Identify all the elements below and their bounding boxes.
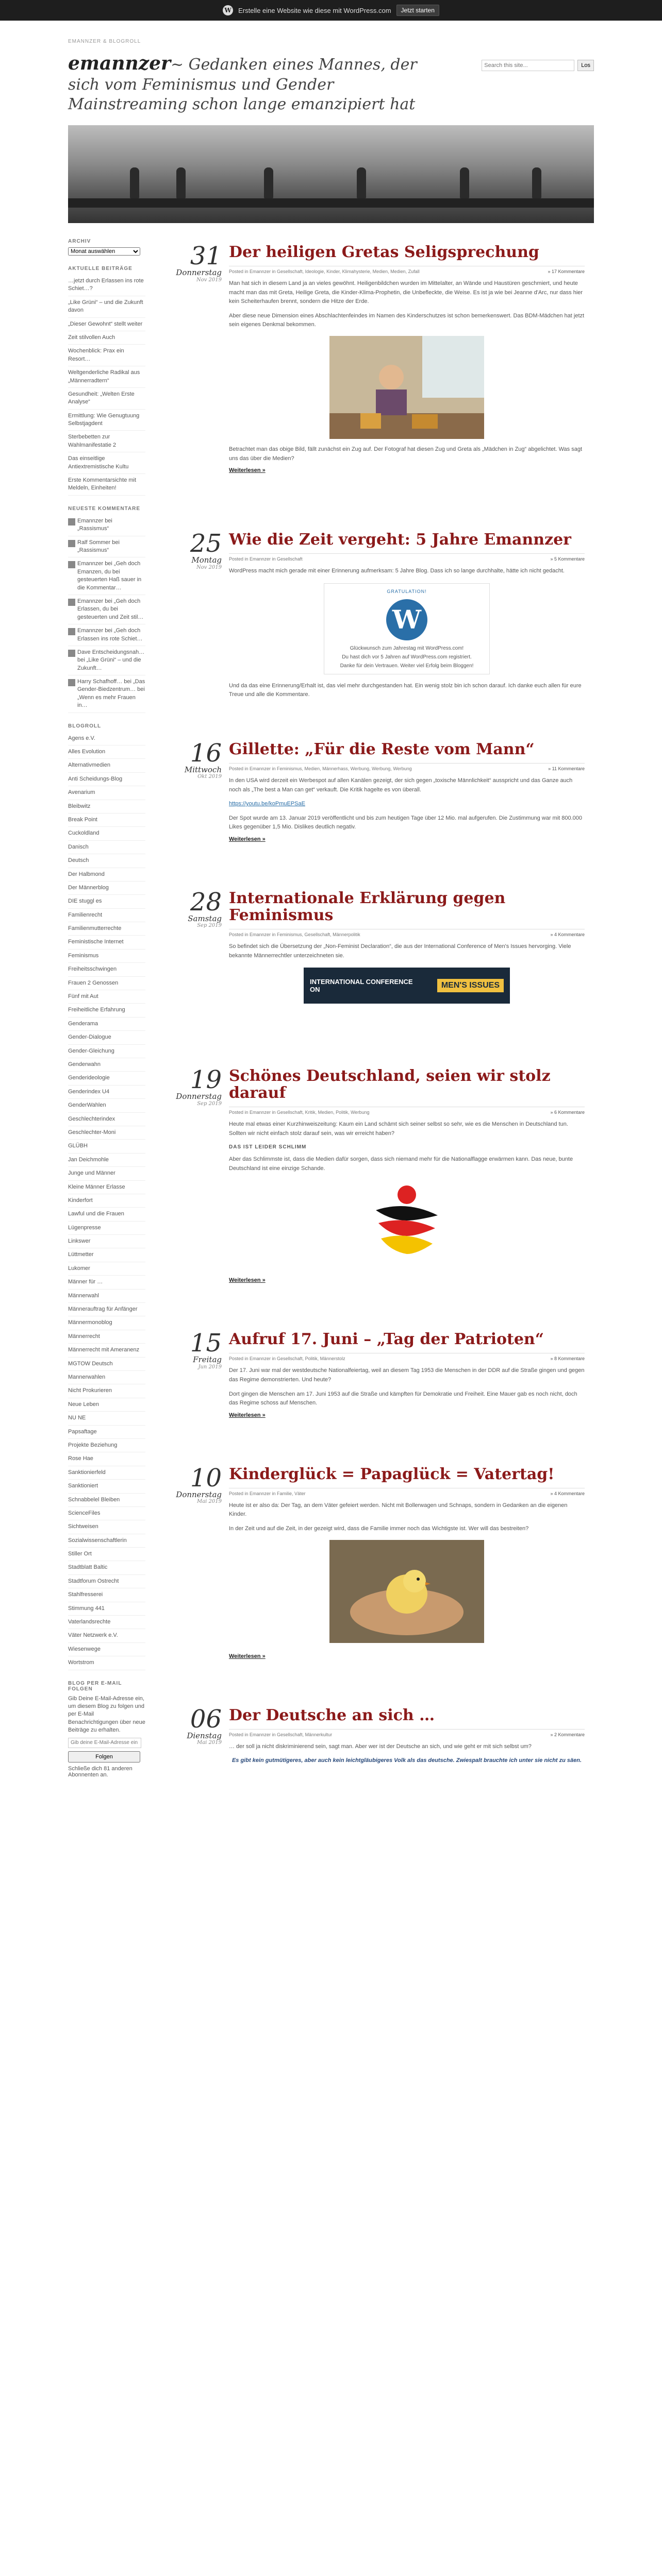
- blogroll-link[interactable]: Genderwahn: [68, 1058, 145, 1072]
- post-title[interactable]: Der Deutsche an sich …: [229, 1706, 435, 1724]
- comment-text[interactable]: Harry Schafhoff… bei „Das Gender-Biedzentrum… bei „Wenn es mehr Frauen in…: [77, 679, 145, 709]
- recent-post-link[interactable]: Erste Kommentarsichte mit Meldeln, Einheiten!: [68, 474, 145, 496]
- blogroll-link[interactable]: Stimmung 441: [68, 1602, 145, 1616]
- follow-heading: BLOG PER E-MAIL FOLGEN: [68, 1680, 122, 1692]
- recent-post-link[interactable]: Ermittlung: Wie Genugtuung Selbstjagdent: [68, 410, 145, 431]
- promo-cta-button[interactable]: Jetzt starten: [396, 5, 439, 16]
- post-comments-link[interactable]: » 6 Kommentare: [550, 1110, 585, 1115]
- bridge-rail: [68, 198, 594, 208]
- blogroll-link[interactable]: Break Point: [68, 814, 145, 827]
- post-paragraph: Der 17. Juni war mal der westdeutsche Nationalfeiertag, weil an diesem Tag 1953 die Menschen in der DDR auf die Straße gingen und gegen das Regime demonstrierten. Und heute?: [229, 1367, 585, 1383]
- post-meta: [229, 1353, 585, 1361]
- post-weekday: Montag: [191, 555, 222, 565]
- blogroll-link[interactable]: Anti Scheidungs-Blog: [68, 773, 145, 786]
- post-paragraph: WordPress macht mich gerade mit einer Erinnerung aufmerksam: 5 Jahre Blog. Dass ich so lange durchhalte, hätte ich nicht gedacht.: [229, 568, 565, 574]
- recent-comments-heading: NEUESTE KOMMENTARE: [68, 505, 141, 512]
- blogroll-link[interactable]: Kleine Männer Erlasse: [68, 1181, 145, 1194]
- post-categories[interactable]: Posted in Emannzer in Gesellschaft, Politik, Männerstolz: [229, 1356, 345, 1362]
- post-meta: [229, 1488, 585, 1496]
- post: [166, 531, 594, 700]
- post-meta: [229, 1107, 585, 1115]
- post-weekday: Samstag: [188, 913, 222, 923]
- post-paragraph: Heute ist er also da: Der Tag, an dem Väter gefeiert werden. Nicht mit Bollerwagen und Schnaps, sondern in Gedanken an die eigenen Kinder.: [229, 1502, 568, 1518]
- post-day: 31: [190, 242, 222, 270]
- blogroll-link[interactable]: Stiller Ort: [68, 1548, 145, 1561]
- blogroll-link[interactable]: Genderindex U4: [68, 1086, 145, 1099]
- post-date: [166, 738, 229, 843]
- post-paragraph: Betrachtet man das obige Bild, fällt zunächst ein Zug auf. Der Fotograf hat diesen Zug und Greta als „Mädchen in Zug“ abgelichtet. Was sagt uns das über die Medien?: [229, 446, 583, 462]
- post-categories[interactable]: Posted in Emannzer in Gesellschaft, Ideologie, Kinder, Klimahysterie, Medien, Medien, Zufall: [229, 269, 420, 274]
- blogroll-link[interactable]: Lawful und die Frauen: [68, 1208, 145, 1221]
- post-categories[interactable]: Posted in Emannzer in Feminismus, Medien, Männerhass, Werbung, Werbung, Werbung: [229, 766, 412, 771]
- post-image-german-flag-figure: [355, 1179, 458, 1267]
- blogroll-link[interactable]: Cuckoldland: [68, 827, 145, 840]
- archive-heading: ARCHIV: [68, 239, 91, 244]
- content-area: [58, 223, 604, 1778]
- figure-silhouette: [264, 167, 273, 198]
- blogroll-link[interactable]: Lukomer: [68, 1262, 145, 1276]
- post-comments-link[interactable]: » 8 Kommentare: [550, 1356, 585, 1362]
- comment-text[interactable]: Emannzer bei „Rassismus“: [77, 517, 112, 532]
- post-paragraph: In der Zeit und auf die Zeit, in der gezeigt wird, dass die Familie immer noch das Wichtigste ist. Wer will das bestreiten?: [229, 1526, 529, 1532]
- post-title[interactable]: Wie die Zeit vergeht: 5 Jahre Emannzer: [229, 531, 571, 549]
- recent-post-link[interactable]: Weltgenderliche Radikal aus „Männerradtern“: [68, 366, 145, 388]
- post-weekday: Donnerstag: [176, 268, 222, 277]
- post: [166, 1331, 594, 1419]
- figure-silhouette: [357, 167, 366, 198]
- wordpress-logo-icon: W: [223, 5, 233, 15]
- read-more-link[interactable]: Weiterlesen »: [229, 467, 266, 474]
- blogroll-link[interactable]: Lüttmetter: [68, 1248, 145, 1262]
- post-month-year: Jun 2019: [198, 1364, 222, 1370]
- post-comments-link[interactable]: » 17 Kommentare: [548, 269, 585, 274]
- blogroll-link[interactable]: Männermonoblog: [68, 1316, 145, 1330]
- post-date: [166, 1331, 229, 1419]
- blogroll-link[interactable]: Sichtweisen: [68, 1520, 145, 1534]
- blogroll-list: [68, 732, 145, 1670]
- blogroll-link[interactable]: Wiesenwege: [68, 1643, 145, 1656]
- blogroll-link[interactable]: DIE stuggl es: [68, 895, 145, 908]
- post-title[interactable]: Kinderglück = Papaglück = Vatertag!: [229, 1465, 555, 1483]
- recent-post-link[interactable]: Zeit stilvollen Auch: [68, 331, 145, 345]
- blogroll-link[interactable]: Freiheitsschwingen: [68, 963, 145, 976]
- blogroll-link[interactable]: Rose Hae: [68, 1452, 145, 1466]
- recent-comment-item[interactable]: [68, 557, 145, 595]
- post-title[interactable]: Der heiligen Gretas Seligsprechung: [229, 243, 539, 261]
- blogroll-link[interactable]: Projekte Beziehung: [68, 1439, 145, 1452]
- post: [166, 1463, 594, 1660]
- recent-posts-heading: AKTUELLE BEITRÄGE: [68, 266, 133, 272]
- post-day: 28: [190, 887, 222, 917]
- blogroll-link[interactable]: Freiheitliche Erfahrung: [68, 1004, 145, 1017]
- post-paragraph: So befindet sich die Übersetzung der „Non-Feminist Declaration“, die aus der International Conference of Men's Issues hervorging. Viele bekannte Männerrechtler unterzeichneten sie.: [229, 943, 571, 959]
- site-header: [58, 44, 604, 114]
- post-weekday: Freitag: [193, 1355, 222, 1365]
- recent-comment-item[interactable]: [68, 646, 145, 675]
- comment-text[interactable]: Dave Entscheidungsnah… bei „Like Grüni“ – und die Zukunft…: [77, 649, 145, 671]
- post-image-greta-train: [329, 336, 484, 439]
- post: [166, 1704, 594, 1766]
- post-quote: Es gibt kein gutmütigeres, aber auch kein leichtgläubigeres Volk als das deutsche. Zwiespalt brauchte ich unter sie nicht zu säen.: [231, 1757, 582, 1764]
- blogroll-link[interactable]: Geschlechter-Moni: [68, 1126, 145, 1140]
- post-comments-link[interactable]: » 2 Kommentare: [550, 1732, 585, 1737]
- figure-silhouette: [532, 167, 541, 198]
- site-name[interactable]: emannzer: [68, 53, 171, 74]
- post-categories[interactable]: Posted in Emannzer in Gesellschaft, Kritik, Medien, Politik, Werbung: [229, 1110, 370, 1115]
- blogroll-link[interactable]: Avenarium: [68, 786, 145, 800]
- blogroll-link[interactable]: Der Männerblog: [68, 882, 145, 895]
- banner-right-text: MEN'S ISSUES: [437, 979, 504, 992]
- blogroll-link[interactable]: Genderideologie: [68, 1072, 145, 1085]
- post-meta: [229, 553, 585, 562]
- blogroll-link[interactable]: Gender-Gleichung: [68, 1045, 145, 1058]
- recent-post-link[interactable]: „Like Grüni“ – und die Zukunft davon: [68, 296, 145, 318]
- post: [166, 738, 594, 843]
- avatar-icon: [68, 628, 75, 635]
- post-paragraph: Heute mal etwas einer Kurzhinweiszeitung: Kaum ein Land schämt sich seiner selbst so sehr, wie es die Menschen in Deutschland tun. Sollten wir nicht einfach stolz darauf sein, was wir erreicht haben?: [229, 1121, 568, 1137]
- post-title[interactable]: Aufruf 17. Juni – „Tag der Patrioten“: [229, 1330, 544, 1349]
- blogroll-heading: BLOGROLL: [68, 723, 102, 729]
- blogroll-link[interactable]: Stahlfresserei: [68, 1588, 145, 1602]
- post-comments-link[interactable]: » 5 Kommentare: [550, 556, 585, 562]
- blogroll-link[interactable]: ScienceFiles: [68, 1507, 145, 1520]
- post-paragraph: Und da das eine Erinnerung/Erhalt ist, das viel mehr durchgestanden hat. Ein wenig stolz bin ich schon darauf. Ich danke euch allen für eure Treue und alle die Kommentare.: [229, 682, 582, 698]
- blogroll-link[interactable]: GenderWahlen: [68, 1099, 145, 1112]
- search-button[interactable]: Los: [577, 60, 594, 71]
- post-subheading: DAS IST LEIDER SCHLIMM: [229, 1144, 307, 1150]
- post-categories[interactable]: Posted in Emannzer in Gesellschaft, Männerkultur: [229, 1732, 333, 1737]
- comment-text[interactable]: Ralf Sommer bei „Rassismus“: [77, 539, 120, 553]
- post-date: [166, 1704, 229, 1766]
- blogroll-link[interactable]: Genderama: [68, 1018, 145, 1031]
- read-more-link[interactable]: Weiterlesen »: [229, 1412, 266, 1418]
- recent-comment-item[interactable]: [68, 595, 145, 624]
- blogroll-link[interactable]: Bleibwitz: [68, 800, 145, 814]
- blogroll-link[interactable]: Wortstrom: [68, 1656, 145, 1670]
- post-comments-link[interactable]: » 4 Kommentare: [550, 931, 585, 937]
- recent-comment-item[interactable]: [68, 536, 145, 558]
- comment-text[interactable]: Emannzer bei „Geh doch Erlassen, du bei gesteuerten und Zeit stil…: [77, 598, 144, 620]
- blogroll-link[interactable]: Sozialwissenschaftlerin: [68, 1534, 145, 1548]
- post-day: 25: [190, 529, 222, 558]
- post-paragraph: Der Spot wurde am 13. Januar 2019 veröffentlicht und bis zum heutigen Tage über 12 Mio. mal aufgerufen. Die Zustimmung war mit 800.000 Likes gegenüber 1,5 Mio. Dislikes deutlich negativ.: [229, 815, 583, 831]
- post-day: 19: [190, 1065, 222, 1095]
- post-categories[interactable]: Posted in Emannzer in Gesellschaft: [229, 556, 303, 562]
- site-title: [68, 52, 439, 114]
- post-day: 06: [190, 1704, 222, 1734]
- recent-post-link[interactable]: Das einseitlige Antiextremistische Kultu: [68, 452, 145, 474]
- badge-text: Du hast dich vor 5 Jahren auf WordPress.com registriert.: [342, 654, 472, 660]
- post-weekday: Donnerstag: [176, 1092, 222, 1101]
- badge-text: Glückwunsch zum Jahrestag mit WordPress.com!: [350, 645, 464, 651]
- promo-text: Erstelle eine Website wie diese mit WordPress.com: [238, 6, 391, 14]
- blogroll-link[interactable]: Sanktioniert: [68, 1480, 145, 1493]
- blogroll-link[interactable]: Agens e.V.: [68, 732, 145, 745]
- blogroll-link[interactable]: Familienmutterrechte: [68, 922, 145, 936]
- post-month-year: Nov 2019: [196, 277, 222, 283]
- breadcrumb[interactable]: EMANNZER & BLOGROLL: [68, 39, 141, 44]
- post-day: 15: [190, 1329, 222, 1358]
- blogroll-link[interactable]: Sanktionierfeld: [68, 1466, 145, 1480]
- post-title[interactable]: Schönes Deutschland, seien wir stolz darauf: [229, 1067, 551, 1103]
- header-image: [68, 125, 594, 223]
- comment-text[interactable]: Emannzer bei „Geh doch Emanzen, du bei gesteuerten Haß sauer in die Kommentar…: [77, 561, 142, 591]
- avatar-icon: [68, 599, 75, 606]
- recent-comment-item[interactable]: [68, 675, 145, 713]
- blogroll-link[interactable]: Feministische Internet: [68, 936, 145, 949]
- post: [166, 1067, 594, 1284]
- blogroll-link[interactable]: Väter Netzwerk e.V.: [68, 1629, 145, 1642]
- youtube-link[interactable]: https://youtu.be/koPmuEPSaE: [229, 801, 305, 807]
- post-paragraph: Aber diese neue Dimension eines Abschlachtenfeindes im Namen des Kinderschutzes ist schon bemerkenswert. Das BDM-Mädchen hat jetzt sein eigenes Denkmal bekommen.: [229, 312, 585, 328]
- blogroll-link[interactable]: Nicht Prokurieren: [68, 1384, 145, 1398]
- anniversary-badge: [324, 583, 490, 674]
- recent-post-link[interactable]: „Dieser Gewohnt“ stellt weiter: [68, 318, 145, 331]
- blogroll-link[interactable]: Schnabbelel Bleiben: [68, 1494, 145, 1507]
- post-weekday: Donnerstag: [176, 1489, 222, 1499]
- post-image-chick-hands: [329, 1540, 484, 1643]
- post-categories[interactable]: Posted in Emannzer in Familie, Väter: [229, 1490, 306, 1496]
- figure-silhouette: [130, 167, 139, 198]
- post-month-year: Okt 2019: [197, 774, 222, 780]
- badge-label: GRATULATION!: [387, 588, 427, 594]
- blogroll-link[interactable]: Alles Evolution: [68, 745, 145, 759]
- follow-button[interactable]: Folgen: [68, 1751, 140, 1762]
- wpcom-promo-bar: [0, 0, 662, 21]
- read-more-link[interactable]: Weiterlesen »: [229, 1653, 266, 1659]
- search-input[interactable]: [482, 60, 574, 71]
- blogroll-link[interactable]: Der Halbmond: [68, 868, 145, 882]
- recent-post-link[interactable]: Wochenblick: Prax ein Resort…: [68, 345, 145, 366]
- post-comments-link[interactable]: » 4 Kommentare: [550, 1490, 585, 1496]
- post-date: [166, 244, 229, 474]
- recent-comment-item[interactable]: [68, 624, 145, 646]
- post-day: 16: [190, 738, 222, 768]
- blogroll-link[interactable]: Fünf mit Aut: [68, 990, 145, 1004]
- recent-posts-list: [68, 275, 145, 496]
- site-tagline: ~ Gedanken eines Mannes, der sich vom Feminismus und Gender Mainstreaming schon lange emanzipiert hat: [68, 56, 417, 113]
- archive-select[interactable]: [68, 247, 140, 256]
- read-more-link[interactable]: Weiterlesen »: [229, 1277, 266, 1284]
- post-weekday: Dienstag: [187, 1731, 222, 1740]
- blogroll-link[interactable]: GLÜBH: [68, 1140, 145, 1153]
- wordpress-logo-icon: W: [386, 599, 427, 640]
- post-month-year: Mai 2019: [196, 1499, 222, 1505]
- blogroll-link[interactable]: Mannerwahlen: [68, 1371, 145, 1384]
- main-content: [145, 223, 594, 1778]
- blogroll-link[interactable]: MGTOW Deutsch: [68, 1358, 145, 1371]
- blogroll-link[interactable]: Linkswer: [68, 1235, 145, 1248]
- sidebar: [68, 223, 145, 1778]
- figure-silhouette: [176, 167, 186, 198]
- post-date: [166, 1463, 229, 1660]
- conference-banner: [304, 968, 510, 1004]
- blogroll-link[interactable]: Männerauftrag für Anfänger: [68, 1303, 145, 1316]
- post-paragraph: … der soll ja nicht diskriminierend sein, sagt man. Aber wer ist der Deutsche an sich, und wie geht er mit sich selbst um?: [229, 1743, 532, 1750]
- post-title[interactable]: Internationale Erklärung gegen Feminismus: [229, 889, 506, 924]
- blogroll-link[interactable]: Papsaftage: [68, 1426, 145, 1439]
- recent-post-link[interactable]: …jetzt durch Erlassen ins rote Schiet…?: [68, 275, 145, 296]
- blogroll-link[interactable]: Feminismus: [68, 950, 145, 963]
- badge-text: Danke für dein Vertrauen. Weiter viel Erfolg beim Bloggen!: [340, 663, 474, 669]
- avatar-icon: [68, 679, 75, 686]
- recent-comment-item[interactable]: [68, 515, 145, 536]
- post-paragraph: In den USA wird derzeit ein Werbespot auf allen Kanälen gezeigt, der sich gegen „toxische Männlichkeit“ ausspricht und das Ganze auch noch als „The best a Man can get“ verkauft. Die Kritik hagelte es von überall.: [229, 777, 573, 793]
- blogroll-link[interactable]: Lügenpresse: [68, 1222, 145, 1235]
- blogroll-link[interactable]: Alternativmedien: [68, 759, 145, 772]
- post-month-year: Mai 2019: [196, 1740, 222, 1746]
- blogroll-link[interactable]: Frauen 2 Genossen: [68, 977, 145, 990]
- follow-email-input[interactable]: [68, 1738, 141, 1748]
- blogroll-link[interactable]: Kinderfort: [68, 1194, 145, 1208]
- figure-silhouette: [460, 167, 469, 198]
- blogroll-link[interactable]: Familienrecht: [68, 909, 145, 922]
- blogroll-link[interactable]: Vaterlandsrechte: [68, 1616, 145, 1629]
- avatar-icon: [68, 518, 75, 526]
- post-paragraph: Man hat sich in diesem Land ja an vieles gewöhnt. Heiligenbildchen wurden im Mittelalter, an Wände und Haustüren geschmiert, und heute macht man das mit Greta, Heilige Greta, die Kinder-Klima-Prophetin, die Unbefleckte, die Weise. Es ist ja wie bei Jeanne d'Arc, nur dass hier kein Scheiterhaufen brennt, sondern die Hitze der Erde.: [229, 280, 583, 305]
- post-month-year: Sep 2019: [197, 923, 222, 929]
- post: [166, 244, 594, 474]
- blogroll-link[interactable]: Deutsch: [68, 854, 145, 868]
- post-meta: [229, 266, 585, 274]
- post-paragraph: Aber das Schlimmste ist, dass die Medien dafür sorgen, dass sich niemand mehr für die Nationalflagge erwärmen kann. Das neue, bunte Deutschland ist eine einzige Schande.: [229, 1156, 573, 1172]
- post-date: [166, 531, 229, 700]
- post-weekday: Mittwoch: [184, 765, 222, 774]
- post-meta: [229, 763, 585, 771]
- post-day: 10: [190, 1463, 222, 1493]
- post-title[interactable]: Gillette: „Für die Reste vom Mann“: [229, 740, 535, 758]
- blogroll-link[interactable]: Stadtforum Ostrecht: [68, 1575, 145, 1588]
- blogroll-link[interactable]: Männerrecht mit Ameranenz: [68, 1344, 145, 1357]
- blogroll-link[interactable]: NU NE: [68, 1412, 145, 1425]
- comment-text[interactable]: Emannzer bei „Geh doch Erlassen ins rote Schiet…: [77, 628, 143, 642]
- post-paragraph: Dort gingen die Menschen am 17. Juni 1953 auf die Straße und kämpften für Demokratie und Freiheit. Eine Mauer gab es noch nicht, doch das Regime schoss auf Menschen.: [229, 1391, 577, 1406]
- avatar-icon: [68, 561, 75, 568]
- blogroll-link[interactable]: Männerrecht: [68, 1330, 145, 1344]
- page: [58, 21, 604, 1778]
- post-date: [166, 1067, 229, 1284]
- post: [166, 887, 594, 1011]
- banner-left-text: INTERNATIONAL CONFERENCE ON: [310, 977, 413, 994]
- search-form: [482, 60, 594, 114]
- post-meta: [229, 1729, 585, 1737]
- recent-comments-list: [68, 515, 145, 713]
- read-more-link[interactable]: Weiterlesen »: [229, 836, 266, 842]
- post-month-year: Sep 2019: [197, 1100, 222, 1107]
- blogroll-link[interactable]: Jan Deichmohle: [68, 1154, 145, 1167]
- blogroll-link[interactable]: Danisch: [68, 841, 145, 854]
- post-month-year: Nov 2019: [196, 564, 222, 570]
- blogroll-link[interactable]: Männerwahl: [68, 1290, 145, 1303]
- post-comments-link[interactable]: » 11 Kommentare: [548, 766, 585, 771]
- avatar-icon: [68, 650, 75, 657]
- follow-text: Gib Deine E-Mail-Adresse ein, um diesem Blog zu folgen und per E-Mail Benachrichtigungen über neue Beiträge zu erhalten.: [68, 1695, 145, 1734]
- blogroll-link[interactable]: Gender-Dialogue: [68, 1031, 145, 1044]
- recent-post-link[interactable]: Sterbebetten zur Wahlmanifestatie 2: [68, 431, 145, 452]
- post-categories[interactable]: Posted in Emannzer in Feminismus, Gesellschaft, Männerpolitik: [229, 931, 360, 937]
- recent-post-link[interactable]: Gesundheit: „Welten Erste Analyse“: [68, 388, 145, 410]
- post-meta: [229, 929, 585, 937]
- blogroll-link[interactable]: Stadtblatt Baltic: [68, 1561, 145, 1574]
- blogroll-link[interactable]: Männer für …: [68, 1276, 145, 1289]
- blogroll-link[interactable]: Junge und Männer: [68, 1167, 145, 1180]
- blogroll-link[interactable]: Geschlechterindex: [68, 1113, 145, 1126]
- follow-count: Schließe dich 81 anderen Abonnenten an.: [68, 1765, 133, 1778]
- post-date: [166, 887, 229, 1011]
- avatar-icon: [68, 540, 75, 547]
- blogroll-link[interactable]: Neue Leben: [68, 1398, 145, 1412]
